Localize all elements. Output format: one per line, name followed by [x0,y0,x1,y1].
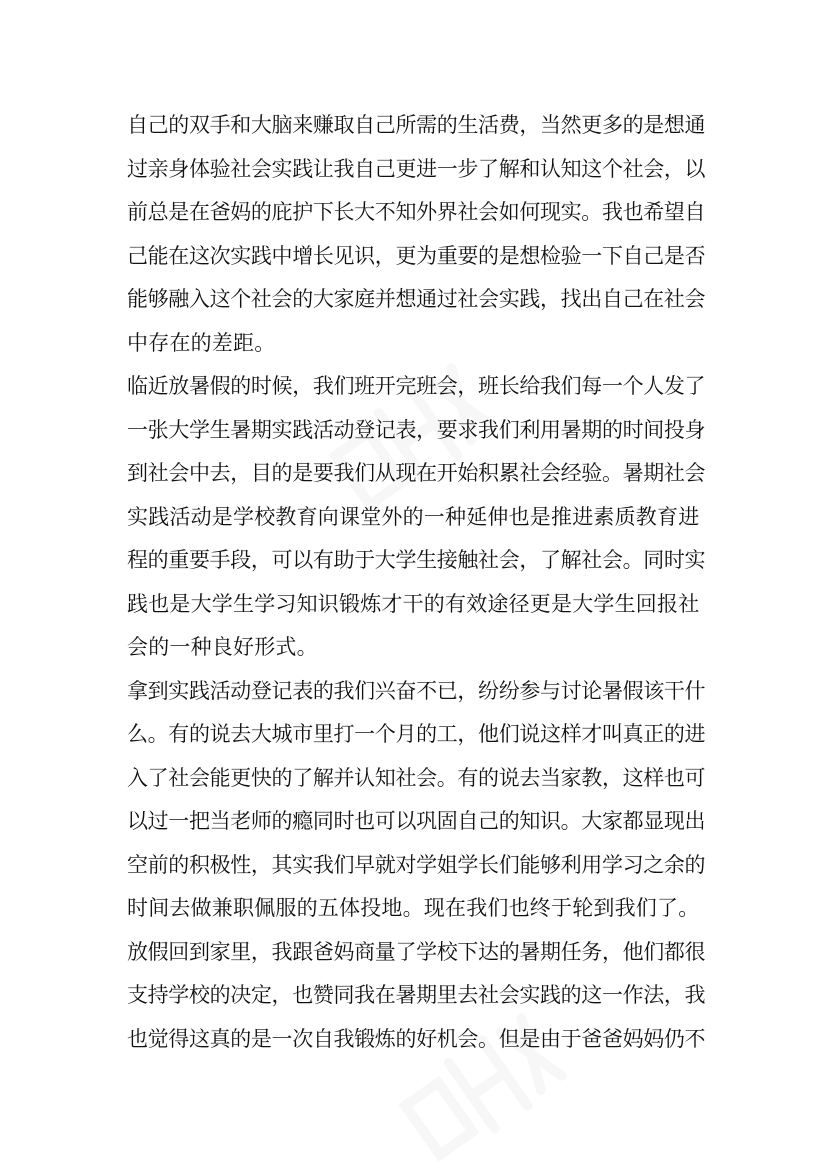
text-line: 中存在的差距。 [127,330,276,355]
text-line: 也觉得这真的是一次自我锻炼的好机会。但是由于爸爸妈妈仍不 [127,1026,706,1051]
text-line: 到社会中去，目的是要我们从现在开始积累社会经验。暑期社会 [127,461,706,485]
text-line: 么。有的说去大城市里打一个月的工，他们说这样才叫真正的进 [127,722,706,746]
text-line: 空前的积极性，其实我们早就对学姐学长们能够利用学习之余的 [127,852,706,877]
text-line: 支持学校的决定，也赞同我在暑期里去社会实践的这一作法，我 [127,983,706,1007]
text-line: 以过一把当老师的瘾同时也可以巩固自己的知识。大家都显现出 [127,809,706,833]
text-line: 放假回到家里，我跟爸妈商量了学校下达的暑期任务，他们都很 [127,939,706,964]
text-line: 拿到实践活动登记表的我们兴奋不已，纷纷参与讨论暑假该干什 [127,678,706,703]
body-text [127,104,709,1061]
text-line: 过亲身体验社会实践让我自己更进一步了解和认知这个社会，以 [127,156,706,181]
text-line: 一张大学生暑期实践活动登记表，要求我们利用暑期的时间投身 [127,417,706,442]
text-line: 前总是在爸妈的庇护下长大不知外界社会如何现实。我也希望自 [127,200,706,224]
text-line: 自己的双手和大脑来赚取自己所需的生活费，当然更多的是想通 [127,113,706,137]
text-line: 会的一种良好形式。 [127,635,318,659]
text-line: 时间去做兼职佩服的五体投地。现在我们也终于轮到我们了。 [127,896,700,920]
text-line: 实践活动是学校教育向课堂外的一种延伸也是推进素质教育进 [127,504,700,529]
text-line: 程的重要手段，可以有助于大学生接触社会，了解社会。同时实 [127,548,706,572]
text-line: 己能在这次实践中增长见识，更为重要的是想检验一下自己是否 [127,243,706,268]
text-line: 践也是大学生学习知识锻炼才干的有效途径更是大学生回报社 [127,591,700,616]
text-line: 临近放暑假的时候，我们班开完班会，班长给我们每一个人发了 [127,374,706,398]
text-line: 能够融入这个社会的大家庭并想通过社会实践，找出自己在社会 [127,287,706,311]
text-line: 入了社会能更快的了解并认知社会。有的说去当家教，这样也可 [127,765,706,790]
